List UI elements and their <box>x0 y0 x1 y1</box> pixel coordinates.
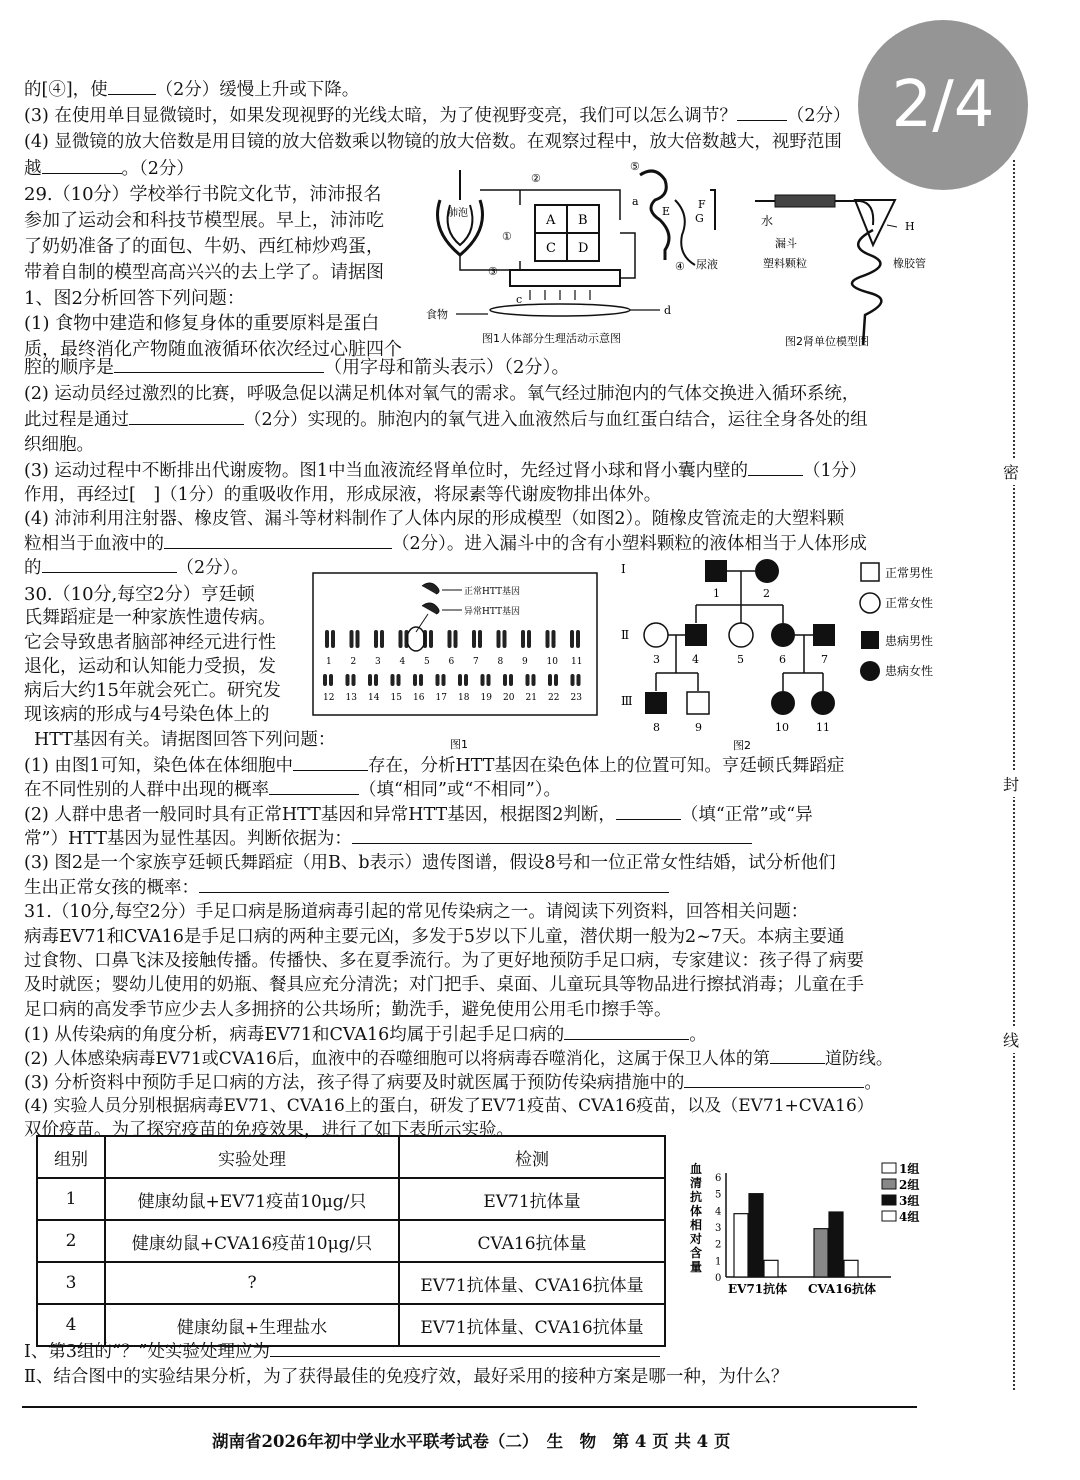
svg-text:1: 1 <box>713 587 720 600</box>
figure-physiology <box>420 160 740 350</box>
legend-label: 4组 <box>899 1210 920 1224</box>
table-header: 组别 <box>37 1136 105 1178</box>
chromosome-number: 11 <box>571 657 583 667</box>
legend-label: 3组 <box>899 1194 920 1208</box>
svg-text:7: 7 <box>821 653 828 666</box>
particles-label: 塑料颗粒 <box>763 257 807 270</box>
chromosome-number: 10 <box>546 657 558 667</box>
chromosome-pair <box>413 674 425 703</box>
urine-label: 尿液 <box>696 258 718 271</box>
bar <box>749 1194 763 1277</box>
y-tick-label: 1 <box>715 1256 722 1268</box>
chromosome-pair <box>497 630 507 667</box>
q29-line: 带着自制的模型高高兴兴的去上学了。请据图 <box>24 262 384 283</box>
chromosome-number: 20 <box>503 693 515 703</box>
bar <box>734 1214 748 1277</box>
text-line: 越 。（2分） <box>24 159 194 179</box>
y-axis-label-char: 清 <box>690 1176 703 1190</box>
q29-line: 了奶奶准备了的面包、牛奶、西红柿炒鸡蛋， <box>24 236 384 257</box>
svg-text:F: F <box>698 198 706 211</box>
chromosome-pair <box>391 674 403 703</box>
chromosome-pair <box>346 674 358 703</box>
table-row: 2 健康幼鼠+CVA16疫苗10μg/只 CVA16抗体量 <box>37 1220 665 1262</box>
y-axis-label-char: 量 <box>690 1260 703 1274</box>
pedigree-9 <box>687 692 709 714</box>
y-axis-label-char: 对 <box>690 1232 703 1246</box>
q31-line: 足口病的高发季节应少去人多拥挤的公共场所；勤洗手，避免使用公用毛巾擦手等。 <box>24 1000 672 1020</box>
chromosome-number: 2 <box>350 657 357 667</box>
chromosome-pair <box>526 674 537 703</box>
pedigree-1 <box>705 560 727 582</box>
bar <box>844 1260 858 1277</box>
pedigree-3 <box>644 623 668 647</box>
svg-text:C: C <box>546 241 556 256</box>
chromosome-number: 9 <box>522 657 528 667</box>
q31-line: 过食物、口鼻飞沫及接触传播。传播快、多在夏季流行。为了更好地预防手足口病，专家建议：孩子得了病要 <box>24 951 864 971</box>
svg-text:②: ② <box>531 172 541 185</box>
chromosome-number: 23 <box>570 693 582 703</box>
svg-text:B: B <box>578 213 588 228</box>
q29-line: 质，最终消化产物随血液循环依次经过心脏四个 <box>24 339 402 360</box>
chromosome-number: 15 <box>390 693 402 703</box>
chromosome-number: 13 <box>345 693 357 703</box>
svg-text:E: E <box>662 205 671 218</box>
svg-text:11: 11 <box>816 721 830 734</box>
q30-line: HTT基因有关。请据图回答下列问题： <box>34 730 336 750</box>
chromosome-number: 6 <box>448 657 455 667</box>
page-footer: 湖南省2026年初中学业水平联考试卷（二） 生 物 第 4 页 共 4 页 <box>212 1432 731 1451</box>
svg-text:④: ④ <box>675 260 685 273</box>
chromosome-pair <box>448 630 458 667</box>
chromosome-pair <box>570 630 582 667</box>
q29-line: (3) 运动过程中不断排出代谢废物。图1中当血液流经肾单位时，先经过肾小球和肾小囊内壁的 （1分） <box>24 461 867 481</box>
q29-line: 1、图2分析回答下列问题： <box>24 288 245 309</box>
svg-text:Ⅱ: Ⅱ <box>621 628 630 642</box>
chromosome-number: 19 <box>480 693 492 703</box>
svg-text:10: 10 <box>775 721 789 734</box>
chromosome-pair <box>436 674 448 703</box>
y-tick-label: 4 <box>715 1206 722 1218</box>
experiment-table <box>36 1135 666 1347</box>
pedigree-10 <box>771 691 795 715</box>
legend-swatch <box>882 1163 896 1173</box>
table-row: 3 ? EV71抗体量、CVA16抗体量 <box>37 1262 665 1304</box>
bar <box>829 1212 843 1277</box>
text-line: (4) 显微镜的放大倍数是用目镜的放大倍数乘以物镜的放大倍数。在观察过程中，放大倍数越大，视野范围 <box>24 132 842 152</box>
q29-line: 腔的顺序是 （用字母和箭头表示）（2分）。 <box>24 357 570 378</box>
figure-pedigree <box>615 555 955 755</box>
table-row: 1 健康幼鼠+EV71疫苗10μg/只 EV71抗体量 <box>37 1178 665 1220</box>
svg-text:D: D <box>578 241 589 256</box>
q31-line: Ⅱ、结合图中的实验结果分析，为了获得最佳的免疫疗效，最好采用的接种方案是哪一种，为什么？ <box>24 1367 789 1387</box>
chromosome-number: 4 <box>399 657 406 667</box>
chromosome-pair <box>458 674 470 703</box>
funnel-label: 漏斗 <box>775 237 797 250</box>
svg-text:③: ③ <box>488 265 498 278</box>
q29-line: 29.（10分）学校举行书院文化节，沛沛报名 <box>24 184 382 205</box>
q31-line: (4) 实验人员分别根据病毒EV71、CVA16上的蛋白，研发了EV71疫苗、CVA16疫苗，以及（EV71+CVA16） <box>24 1096 874 1116</box>
q30-line: (1) 由图1可知，染色体在体细胞中 存在，分析HTT基因在染色体上的位置可知。亨廷顿氏舞蹈症 <box>24 756 845 776</box>
bar <box>764 1260 778 1277</box>
food-label: 食物 <box>426 308 448 321</box>
q30-line: (3) 图2是一个家族亨廷顿氏舞蹈症（用B、b表示）遗传图谱，假设8号和一位正常女性结婚，试分析他们 <box>24 853 836 873</box>
chromosome-number: 12 <box>323 693 335 703</box>
chromosome-pair <box>325 630 335 667</box>
svg-text:d: d <box>664 304 672 317</box>
q31-line: (3) 分析资料中预防手足口病的方法，孩子得了病要及时就医属于预防传染病措施中的 。 <box>24 1073 882 1093</box>
figure-kidney-model <box>745 185 945 350</box>
pedigree-2 <box>755 559 779 583</box>
table-row: 4 健康幼鼠+生理盐水 EV71抗体量、CVA16抗体量 <box>37 1304 665 1346</box>
q29-line: 粒相当于血液中的 （2分）。进入漏斗中的含有小塑料颗粒的液体相当于人体形成 <box>24 534 867 554</box>
pedigree-4 <box>685 624 707 646</box>
q30-line: 常”）HTT基因为显性基因。判断依据为： <box>24 827 752 850</box>
legend-swatch <box>882 1211 896 1221</box>
svg-text:⑤: ⑤ <box>630 160 640 173</box>
page-badge: 2/4 <box>858 20 1028 190</box>
svg-text:2: 2 <box>763 587 770 600</box>
seal-char-xian: 线 <box>1003 1026 1019 1053</box>
y-axis-label-char: 体 <box>690 1204 703 1218</box>
q30-line: 病后大约15年就会死亡。研究发 <box>24 680 281 701</box>
bar <box>814 1229 828 1277</box>
svg-text:4: 4 <box>692 653 699 666</box>
legend-swatch <box>882 1195 896 1205</box>
fig1-caption: 图1人体部分生理活动示意图 <box>482 332 621 345</box>
q31-line: 双价疫苗。为了探究疫苗的免疫效果，进行了如下表所示实验。 <box>24 1120 514 1140</box>
chromosome-pair <box>548 674 559 703</box>
y-axis-label-char: 血 <box>690 1162 703 1176</box>
water-label: 水 <box>761 214 774 228</box>
chromosome-pair <box>374 630 384 667</box>
chromosome-number: 8 <box>497 657 504 667</box>
svg-text:c: c <box>516 293 523 306</box>
chromosome-pair <box>481 674 493 703</box>
svg-text:a: a <box>632 195 639 208</box>
seal-char-feng: 封 <box>1003 770 1019 797</box>
q31-line: 31.（10分,每空2分）手足口病是肠道病毒引起的常见传染病之一。请阅读下列资料，回答相关问题： <box>24 902 809 922</box>
y-tick-label: 0 <box>715 1273 722 1284</box>
q29-line: 的 （2分）。 <box>24 558 249 578</box>
chromosome-pair <box>521 630 531 667</box>
legend-affected-female: 患病女性 <box>885 664 934 678</box>
q31-line: Ⅰ、第3组的“？”处实验处理应为 <box>24 1340 660 1363</box>
q29-line: (1) 食物中建造和修复身体的重要原料是蛋白 <box>24 313 380 334</box>
y-tick-label: 3 <box>715 1223 722 1234</box>
y-tick-label: 6 <box>715 1173 722 1184</box>
fig2-caption: 图2肾单位模型图 <box>785 335 869 348</box>
seal-char-mi: 密 <box>1003 458 1019 485</box>
lung-label: 肺泡 <box>448 208 468 219</box>
figure-chromosomes <box>312 572 602 750</box>
chromosome-number: 17 <box>435 693 447 703</box>
table-header: 检测 <box>399 1136 665 1178</box>
svg-text:①: ① <box>502 230 512 243</box>
chromosome-pair <box>368 674 380 703</box>
legend-normal-male: 正常男性 <box>885 566 934 580</box>
legend-swatch <box>882 1179 896 1189</box>
chromosome-number: 7 <box>473 657 479 667</box>
chromosome-pair <box>571 674 583 703</box>
chromosome-pair <box>472 630 482 667</box>
svg-text:9: 9 <box>695 721 702 734</box>
footer-rule <box>22 1406 917 1408</box>
antibody-chart <box>686 1155 936 1305</box>
chromosome-number: 22 <box>548 693 560 703</box>
q31-line: 及时就医；婴幼儿使用的奶瓶、餐具应充分清洗；对门把手、桌面、儿童玩具等物品进行擦拭消毒；儿童在手 <box>24 975 864 995</box>
pedigree-7 <box>813 624 835 646</box>
svg-text:8: 8 <box>653 721 660 734</box>
q29-line: 此过程是通过 （2分）实现的。肺泡内的氧气进入血液然后与血红蛋白结合，运往全身各处的组 <box>24 410 868 430</box>
y-axis-label-char: 含 <box>690 1246 703 1260</box>
pedigree-caption: 图2 <box>733 739 751 752</box>
svg-text:G: G <box>695 212 704 225</box>
chromosome-number: 3 <box>375 657 381 667</box>
q30-line: 它会导致患者脑部神经元进行性 <box>24 632 276 653</box>
chrom-caption: 图1 <box>450 738 468 750</box>
x-tick-label: CVA16抗体 <box>808 1282 876 1296</box>
chromosome-number: 5 <box>424 657 430 667</box>
legend-label: 1组 <box>899 1162 920 1176</box>
chromosome-pair <box>323 674 334 703</box>
q30-line: 在不同性别的人群中出现的概率 （填“相同”或“不相同”）。 <box>24 780 562 800</box>
pedigree-5 <box>729 623 753 647</box>
q29-line: 作用，再经过[ ]（1分）的重吸收作用，形成尿液，将尿素等代谢废物排出体外。 <box>24 485 662 505</box>
chromosome-number: 1 <box>326 657 332 667</box>
svg-text:5: 5 <box>737 653 744 666</box>
svg-text:H: H <box>905 220 915 233</box>
pedigree-8 <box>645 692 667 714</box>
q29-line: 参加了运动会和科技节模型展。早上，沛沛吃 <box>24 210 384 231</box>
text-line: 的[④]，使 （2分）缓慢上升或下降。 <box>24 80 360 100</box>
q31-line: (2) 人体感染病毒EV71或CVA16后，血液中的吞噬细胞可以将病毒吞噬消化，这属于保卫人体的第 道防线。 <box>24 1049 893 1069</box>
q30-line: 氏舞蹈症是一种家族性遗传病。 <box>24 607 276 628</box>
abnormal-htt-label: 异常HTT基因 <box>464 607 521 617</box>
legend-label: 2组 <box>899 1178 920 1192</box>
q30-line: 30.（10分,每空2分）亨廷顿 <box>24 584 255 605</box>
legend-normal-female: 正常女性 <box>885 596 934 610</box>
y-tick-label: 5 <box>715 1189 722 1201</box>
svg-text:A: A <box>546 213 556 228</box>
q31-line: (1) 从传染病的角度分析，病毒EV71和CVA16均属于引起手足口病的 。 <box>24 1025 707 1045</box>
q30-line: 现该病的形成与4号染色体上的 <box>24 704 270 725</box>
y-axis-label-char: 抗 <box>690 1190 703 1204</box>
q29-line: (4) 沛沛利用注射器、橡皮管、漏斗等材料制作了人体内尿的形成模型（如图2）。随橡皮管流走的大塑料颗 <box>24 509 845 529</box>
chromosome-number: 14 <box>368 693 380 703</box>
q30-line: 退化，运动和认知能力受损，发 <box>24 656 276 677</box>
svg-text:Ⅰ: Ⅰ <box>621 562 626 576</box>
pedigree-6 <box>771 623 795 647</box>
chromosome-pair <box>546 630 559 667</box>
chromosome-pair <box>350 630 360 667</box>
tube-label: 橡胶管 <box>893 257 926 270</box>
chromosome-number: 21 <box>525 693 537 703</box>
svg-text:3: 3 <box>653 653 660 666</box>
q30-line: (2) 人群中患者一般同时具有正常HTT基因和异常HTT基因，根据图2判断， （填“正常”或“异 <box>24 805 813 825</box>
y-axis-label-char: 相 <box>690 1218 703 1232</box>
q31-line: 病毒EV71和CVA16是手足口病的两种主要元凶，多发于5岁以下儿童，潜伏期一般为2~7天。本病主要通 <box>24 927 845 947</box>
svg-text:Ⅲ: Ⅲ <box>621 694 633 708</box>
q29-line: (2) 运动员经过激烈的比赛，呼吸急促以满足机体对氧气的需求。氧气经过肺泡内的气体交换进入循环系统， <box>24 384 860 404</box>
legend-affected-male: 患病男性 <box>885 634 934 648</box>
q29-line: 织细胞。 <box>24 435 94 455</box>
x-tick-label: EV71抗体 <box>728 1282 788 1296</box>
chromosome-number: 16 <box>413 693 425 703</box>
y-tick-label: 2 <box>715 1239 722 1251</box>
chromosome-number: 18 <box>458 693 470 703</box>
table-header: 实验处理 <box>105 1136 399 1178</box>
pedigree-11 <box>811 691 835 715</box>
chromosome-pair <box>503 674 515 703</box>
q30-line: 生出正常女孩的概率： <box>24 876 669 899</box>
normal-htt-label: 正常HTT基因 <box>464 587 521 597</box>
text-line: (3) 在使用单目显微镜时，如果发现视野的光线太暗，为了使视野变亮，我们可以怎么调节？ （2分） <box>24 106 851 126</box>
svg-text:6: 6 <box>779 653 786 666</box>
